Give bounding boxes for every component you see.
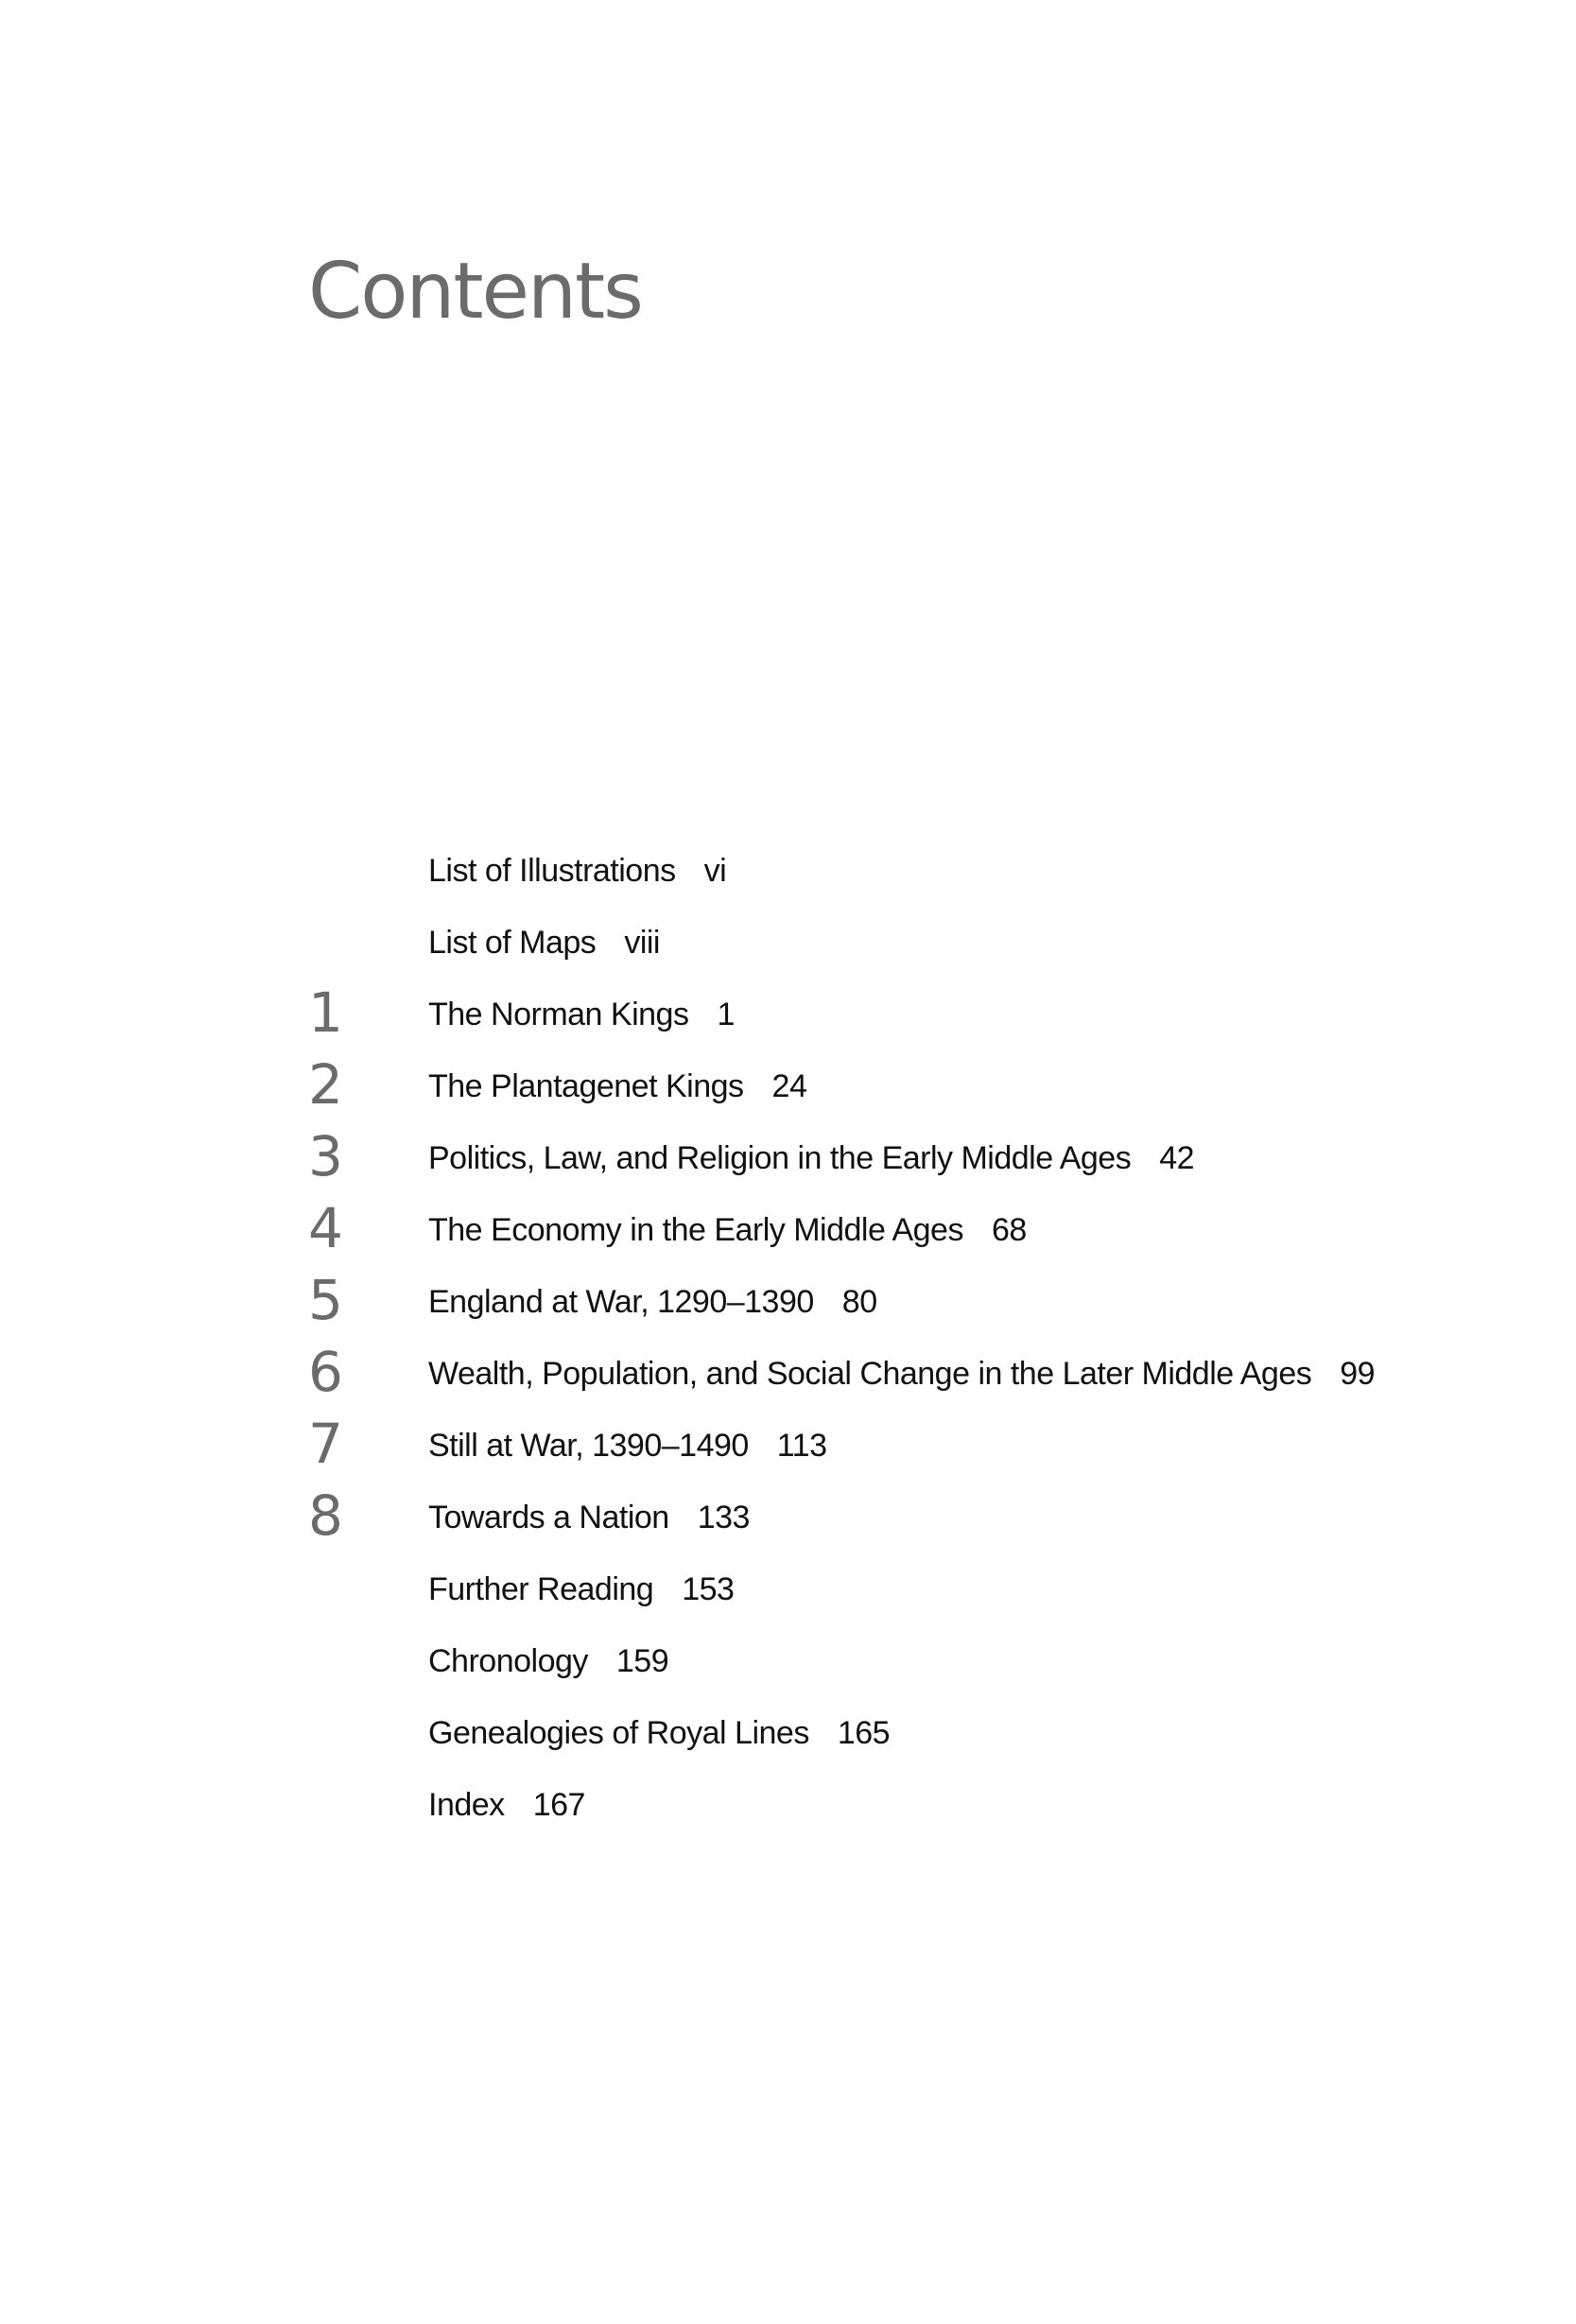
entry-title: Genealogies of Royal Lines <box>428 1715 809 1751</box>
toc-entry[interactable] <box>0 1551 1576 1622</box>
chapter-number: 3 <box>308 1124 343 1188</box>
entry-title: Wealth, Population, and Social Change in the Later Middle Ages <box>428 1356 1312 1392</box>
toc-entry[interactable] <box>0 1407 1576 1479</box>
entry-line <box>428 1070 806 1102</box>
entry-page-number: 113 <box>776 1428 827 1464</box>
entry-line <box>428 1573 734 1605</box>
chapter-number: 1 <box>308 980 343 1045</box>
toc-entry[interactable] <box>0 976 1576 1048</box>
toc-entry[interactable] <box>0 1191 1576 1263</box>
entry-line <box>428 998 735 1031</box>
entry-line <box>428 1430 827 1462</box>
entry-title: The Plantagenet Kings <box>428 1068 744 1104</box>
entry-title: The Norman Kings <box>428 997 689 1032</box>
entry-line <box>428 1717 890 1749</box>
entry-line <box>428 1142 1194 1174</box>
entry-line <box>428 927 660 959</box>
entry-line <box>428 1501 750 1534</box>
entry-line <box>428 1645 668 1677</box>
toc-entry[interactable] <box>0 1263 1576 1335</box>
chapter-number: 4 <box>308 1196 343 1260</box>
entry-page-number: viii <box>624 925 660 961</box>
entry-title: England at War, 1290–1390 <box>428 1284 814 1320</box>
toc-entry[interactable] <box>0 1622 1576 1694</box>
entry-page-number: 153 <box>682 1571 735 1607</box>
entry-line <box>428 1286 877 1318</box>
entry-title: Politics, Law, and Religion in the Early Middle Ages <box>428 1140 1132 1176</box>
entry-title: List of Maps <box>428 925 597 961</box>
table-of-contents <box>0 832 1576 1838</box>
entry-page-number: 133 <box>697 1500 750 1535</box>
toc-entry[interactable] <box>0 904 1576 976</box>
entry-page-number: vi <box>703 853 727 889</box>
toc-entry[interactable] <box>0 1766 1576 1838</box>
toc-entry[interactable] <box>0 1694 1576 1766</box>
entry-page-number: 1 <box>717 997 735 1032</box>
entry-title: Further Reading <box>428 1571 654 1607</box>
entry-line <box>428 855 726 887</box>
entry-page-number: 68 <box>991 1212 1027 1248</box>
page-title: Contents <box>308 247 642 337</box>
chapter-number: 5 <box>308 1268 343 1332</box>
entry-line <box>428 1789 585 1821</box>
entry-page-number: 42 <box>1159 1140 1195 1176</box>
toc-entry[interactable] <box>0 1479 1576 1551</box>
entry-page-number: 159 <box>615 1643 669 1679</box>
entry-page-number: 24 <box>771 1068 807 1104</box>
entry-page-number: 80 <box>841 1284 877 1320</box>
toc-entry[interactable] <box>0 832 1576 904</box>
entry-title: Chronology <box>428 1643 588 1679</box>
entry-line <box>428 1214 1027 1246</box>
chapter-number: 8 <box>308 1483 343 1548</box>
entry-line <box>428 1358 1375 1390</box>
entry-title: Towards a Nation <box>428 1500 669 1535</box>
toc-entry[interactable] <box>0 1335 1576 1407</box>
entry-page-number: 167 <box>532 1787 585 1823</box>
entry-title: Still at War, 1390–1490 <box>428 1428 749 1464</box>
chapter-number: 6 <box>308 1340 343 1404</box>
chapter-number: 2 <box>308 1052 343 1117</box>
toc-entry[interactable] <box>0 1119 1576 1191</box>
toc-entry[interactable] <box>0 1048 1576 1119</box>
chapter-number: 7 <box>308 1412 343 1476</box>
entry-page-number: 99 <box>1340 1356 1376 1392</box>
entry-title: List of Illustrations <box>428 853 676 889</box>
entry-title: Index <box>428 1787 505 1823</box>
entry-page-number: 165 <box>837 1715 891 1751</box>
entry-title: The Economy in the Early Middle Ages <box>428 1212 963 1248</box>
